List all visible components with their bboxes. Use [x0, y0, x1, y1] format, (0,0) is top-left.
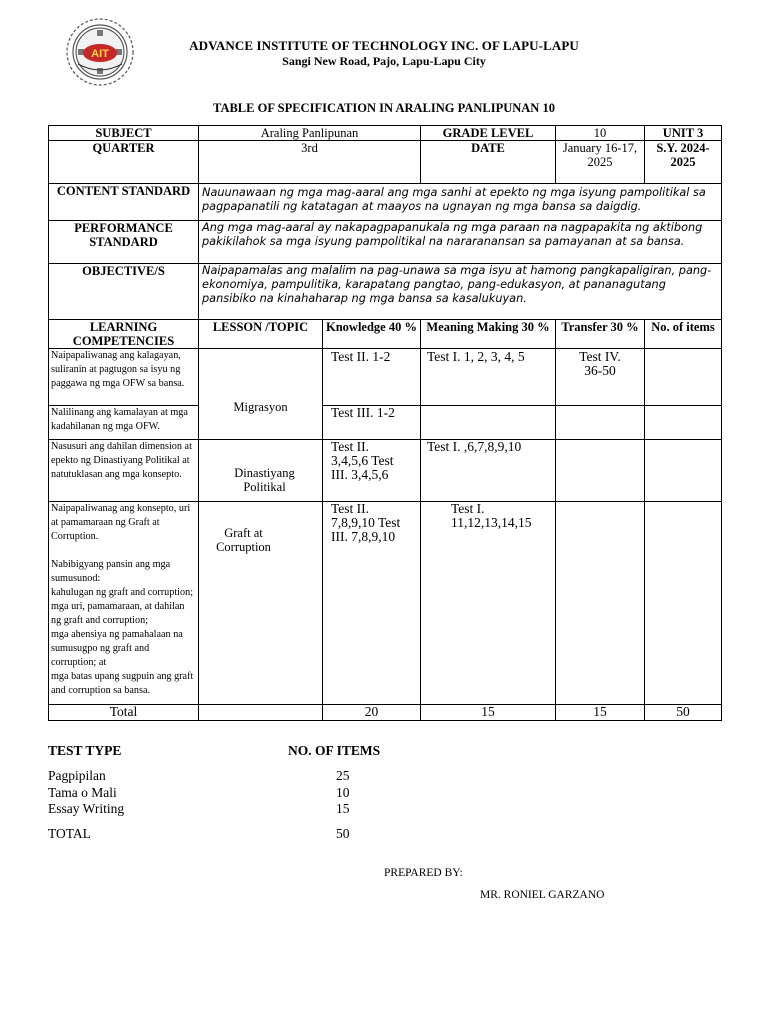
items-cell	[645, 502, 722, 705]
transfer-cell: Test IV. 36-50	[556, 349, 645, 406]
col-transfer: Transfer 30 %	[556, 320, 645, 349]
meaning-cell	[421, 406, 556, 440]
date-label: DATE	[421, 141, 556, 184]
items-cell	[645, 440, 722, 502]
table-row	[49, 440, 722, 502]
meaning-cell: Test I. ,6,7,8,9,10	[421, 440, 556, 502]
meaning-cell: Test I. 11,12,13,14,15	[421, 502, 556, 705]
competency-cell: Nasusuri ang dahilan dimension at epekto ng Dinastiyang Politikal at natutuklasan ang mga konsepto.	[49, 440, 199, 502]
knowledge-cell: Test II. 1-2	[323, 349, 421, 406]
table-row	[49, 406, 722, 440]
no-of-items-header: NO. OF ITEMS	[288, 743, 381, 758]
col-meaning-making: Meaning Making 30 %	[421, 320, 556, 349]
logo-text: AIT	[91, 48, 109, 60]
test-type-header: TEST TYPE	[48, 743, 122, 758]
competency-cell: Naipapaliwanag ang konsepto, uri at pamamaraan ng Graft at Corruption. Nabibigyang pansin ang mga sumusunod: kahulugan ng graft and corruption; mga uri, pamamaraan, at dahilan ng graft and corruption; mga ahensiya ng pamahalaan na sumusugpo ng graft and corruption; at mga batas upang sugpuin ang graft and corruption sa bansa.	[49, 502, 199, 705]
test-type-items: 25	[336, 768, 350, 783]
quarter-value: 3rd	[199, 141, 421, 184]
competency-cell: Naipapaliwanag ang kalagayan, suliranin at pagtugon sa isyu ng paggawa ng mga OFW sa bansa.	[49, 349, 199, 406]
preparer-name: MR. RONIEL GARZANO	[480, 889, 605, 901]
date-value: January 16-17, 2025	[556, 141, 645, 184]
lesson-cell: Migrasyon	[199, 349, 323, 440]
total-meaning: 15	[421, 705, 556, 721]
school-year: S.Y. 2024-2025	[645, 141, 722, 184]
transfer-cell	[556, 502, 645, 705]
performance-standard-text: Ang mga mag-aaral ay nakapagpapanukala ng mga paraan na nagpapakita ng aktibong pakikilahok sa mga isyung pampolitikal na nararanansan sa pamayanan at sa bansa.	[199, 221, 722, 264]
lesson-cell: Graft at Corruption	[199, 502, 323, 705]
knowledge-cell: Test II. 7,8,9,10 Test III. 7,8,9,10	[323, 502, 421, 705]
table-row	[49, 502, 722, 705]
test-type-name: Pagpipilan	[48, 768, 106, 783]
subject-value: Araling Panlipunan	[199, 126, 421, 141]
quarter-label: QUARTER	[49, 141, 199, 184]
grade-level-label: GRADE LEVEL	[421, 126, 556, 141]
meaning-cell: Test I. 1, 2, 3, 4, 5	[421, 349, 556, 406]
test-total-label: TOTAL	[48, 826, 91, 841]
test-type-name: Essay Writing	[48, 801, 125, 816]
total-items: 50	[645, 705, 722, 721]
performance-standard-label: PERFORMANCE STANDARD	[49, 221, 199, 264]
transfer-cell	[556, 406, 645, 440]
knowledge-cell: Test III. 1-2	[323, 406, 421, 440]
table-row	[49, 349, 722, 406]
transfer-cell	[556, 440, 645, 502]
prepared-by-label: PREPARED BY:	[384, 867, 463, 879]
test-total-value: 50	[336, 826, 350, 841]
document-title: TABLE OF SPECIFICATION IN ARALING PANLIPUNAN 10	[213, 101, 555, 115]
test-type-items: 15	[336, 801, 350, 816]
objectives-label: OBJECTIVE/S	[49, 264, 199, 320]
total-row	[49, 705, 722, 721]
items-cell	[645, 349, 722, 406]
school-address: Sangi New Road, Pajo, Lapu-Lapu City	[282, 54, 486, 68]
items-cell	[645, 406, 722, 440]
test-type-items: 10	[336, 785, 350, 800]
total-knowledge: 20	[323, 705, 421, 721]
competency-cell: Nalilinang ang kamalayan at mga kadahilanan ng mga OFW.	[49, 406, 199, 440]
knowledge-cell: Test II. 3,4,5,6 Test III. 3,4,5,6	[323, 440, 421, 502]
col-learning-competencies: LEARNING COMPETENCIES	[49, 320, 199, 349]
grade-level-value: 10	[556, 126, 645, 141]
test-type-name: Tama o Mali	[48, 785, 117, 800]
content-standard-text: Nauunawaan ng mga mag-aaral ang mga sanhi at epekto ng mga isyung pampolitikal sa pagpapanatili ng katatagan at maayos na ugnayan ng mga bansa sa daigdig.	[199, 184, 722, 221]
col-knowledge: Knowledge 40 %	[323, 320, 421, 349]
lesson-cell: Dinastiyang Politikal	[199, 440, 323, 502]
total-transfer: 15	[556, 705, 645, 721]
specification-table	[48, 125, 722, 721]
subject-label: SUBJECT	[49, 126, 199, 141]
total-label: Total	[49, 705, 199, 721]
unit-label: UNIT 3	[645, 126, 722, 141]
content-standard-label: CONTENT STANDARD	[49, 184, 199, 221]
col-no-of-items: No. of items	[645, 320, 722, 349]
col-lesson-topic: LESSON /TOPIC	[199, 320, 323, 349]
school-name: ADVANCE INSTITUTE OF TECHNOLOGY INC. OF LAPU-LAPU	[189, 38, 579, 53]
total-lesson	[199, 705, 323, 721]
objectives-text: Naipapamalas ang malalim na pag-unawa sa mga isyu at hamong pangkapaligiran, pang-ekonomiya, pampulitika, karapatang pangtao, pang-edukasyon, at pananagutang pansibiko na kinahaharap ng mga bansa sa kasalukuyan.	[199, 264, 722, 320]
